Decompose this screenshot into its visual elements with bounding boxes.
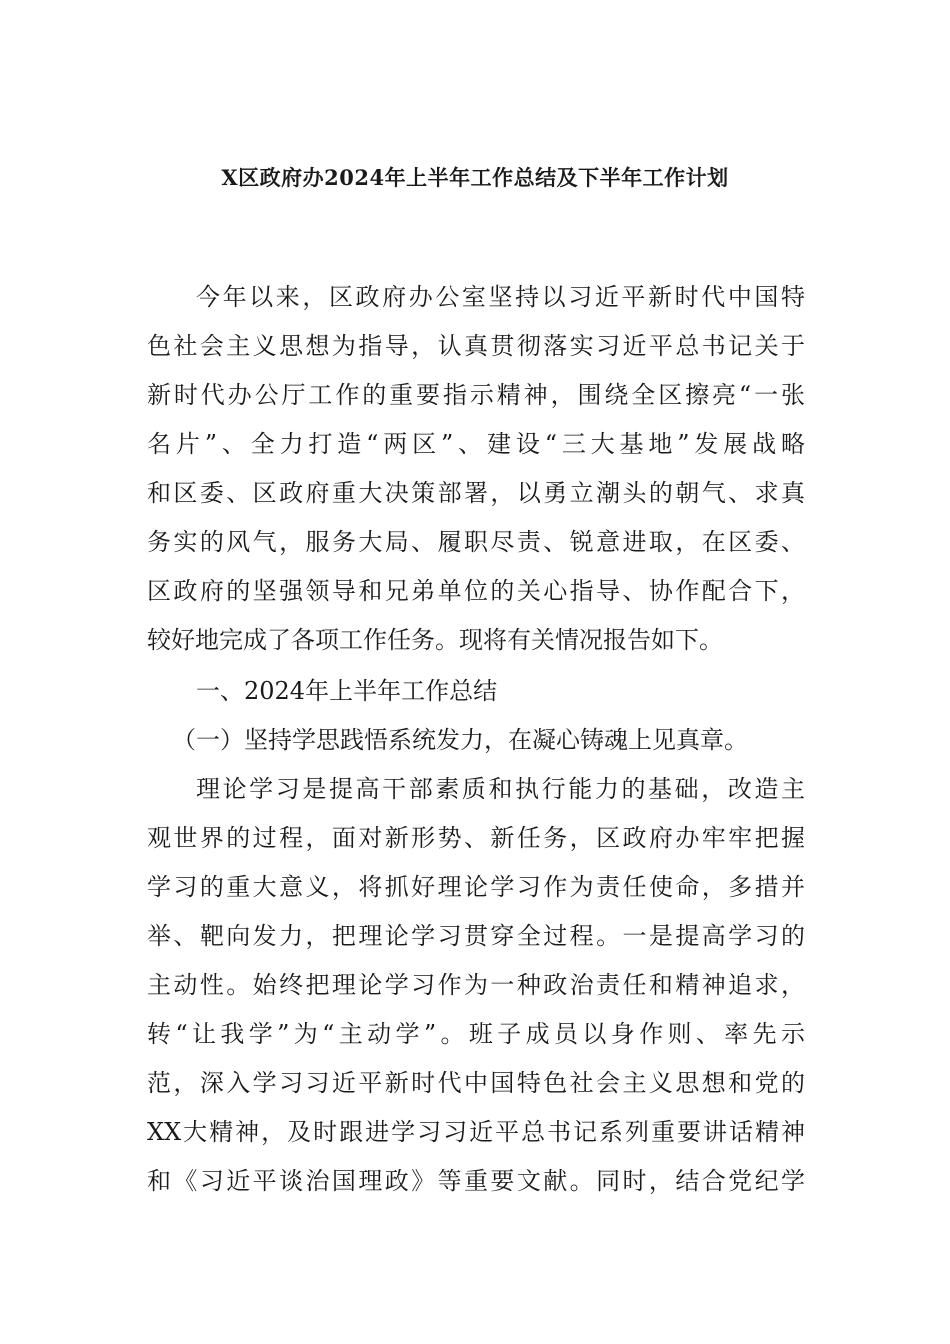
section-heading: 一、2024年上半年工作总结	[196, 677, 498, 705]
paragraph-line: 务实的风气，服务大局、履职尽责、锐意进取，在区委、	[147, 528, 805, 556]
paragraph-line: 举、靶向发力，把理论学习贯穿全过程。一是提高学习的	[147, 922, 805, 950]
document-title: X区政府办2024年上半年工作总结及下半年工作计划	[221, 165, 729, 190]
paragraph-line: 主动性。始终把理论学习作为一种政治责任和精神追求，	[147, 971, 805, 999]
paragraph-line: 转“让我学”为“主动学”。班子成员以身作则、率先示	[147, 1020, 805, 1048]
paragraph-line: 今年以来，区政府办公室坚持以习近平新时代中国特	[196, 283, 805, 311]
paragraph-line: 名片”、全力打造“两区”、建设“三大基地”发展战略	[147, 430, 805, 458]
paragraph-line: 观世界的过程，面对新形势、新任务，区政府办牢牢把握	[147, 824, 805, 852]
paragraph-line: XX大精神，及时跟进学习习近平总书记系列重要讲话精神	[147, 1118, 805, 1146]
paragraph-line: 色社会主义思想为指导，认真贯彻落实习近平总书记关于	[147, 332, 805, 360]
paragraph-line: 和《习近平谈治国理政》等重要文献。同时，结合党纪学	[147, 1167, 805, 1195]
paragraph-line: 理论学习是提高干部素质和执行能力的基础，改造主	[196, 775, 805, 803]
paragraph-line: 区政府的坚强领导和兄弟单位的关心指导、协作配合下，	[147, 577, 805, 605]
paragraph-line: 学习的重大意义，将抓好理论学习作为责任使命，多措并	[147, 873, 805, 901]
paragraph-line: 范，深入学习习近平新时代中国特色社会主义思想和党的	[147, 1069, 805, 1097]
paragraph-line: 较好地完成了各项工作任务。现将有关情况报告如下。	[147, 626, 723, 654]
paragraph-line: 新时代办公厅工作的重要指示精神，围绕全区擦亮“一张	[147, 381, 805, 409]
paragraph-line: 和区委、区政府重大决策部署，以勇立潮头的朝气、求真	[147, 479, 805, 507]
subsection-heading: （一）坚持学思践悟系统发力，在凝心铸魂上见真章。	[172, 726, 748, 754]
